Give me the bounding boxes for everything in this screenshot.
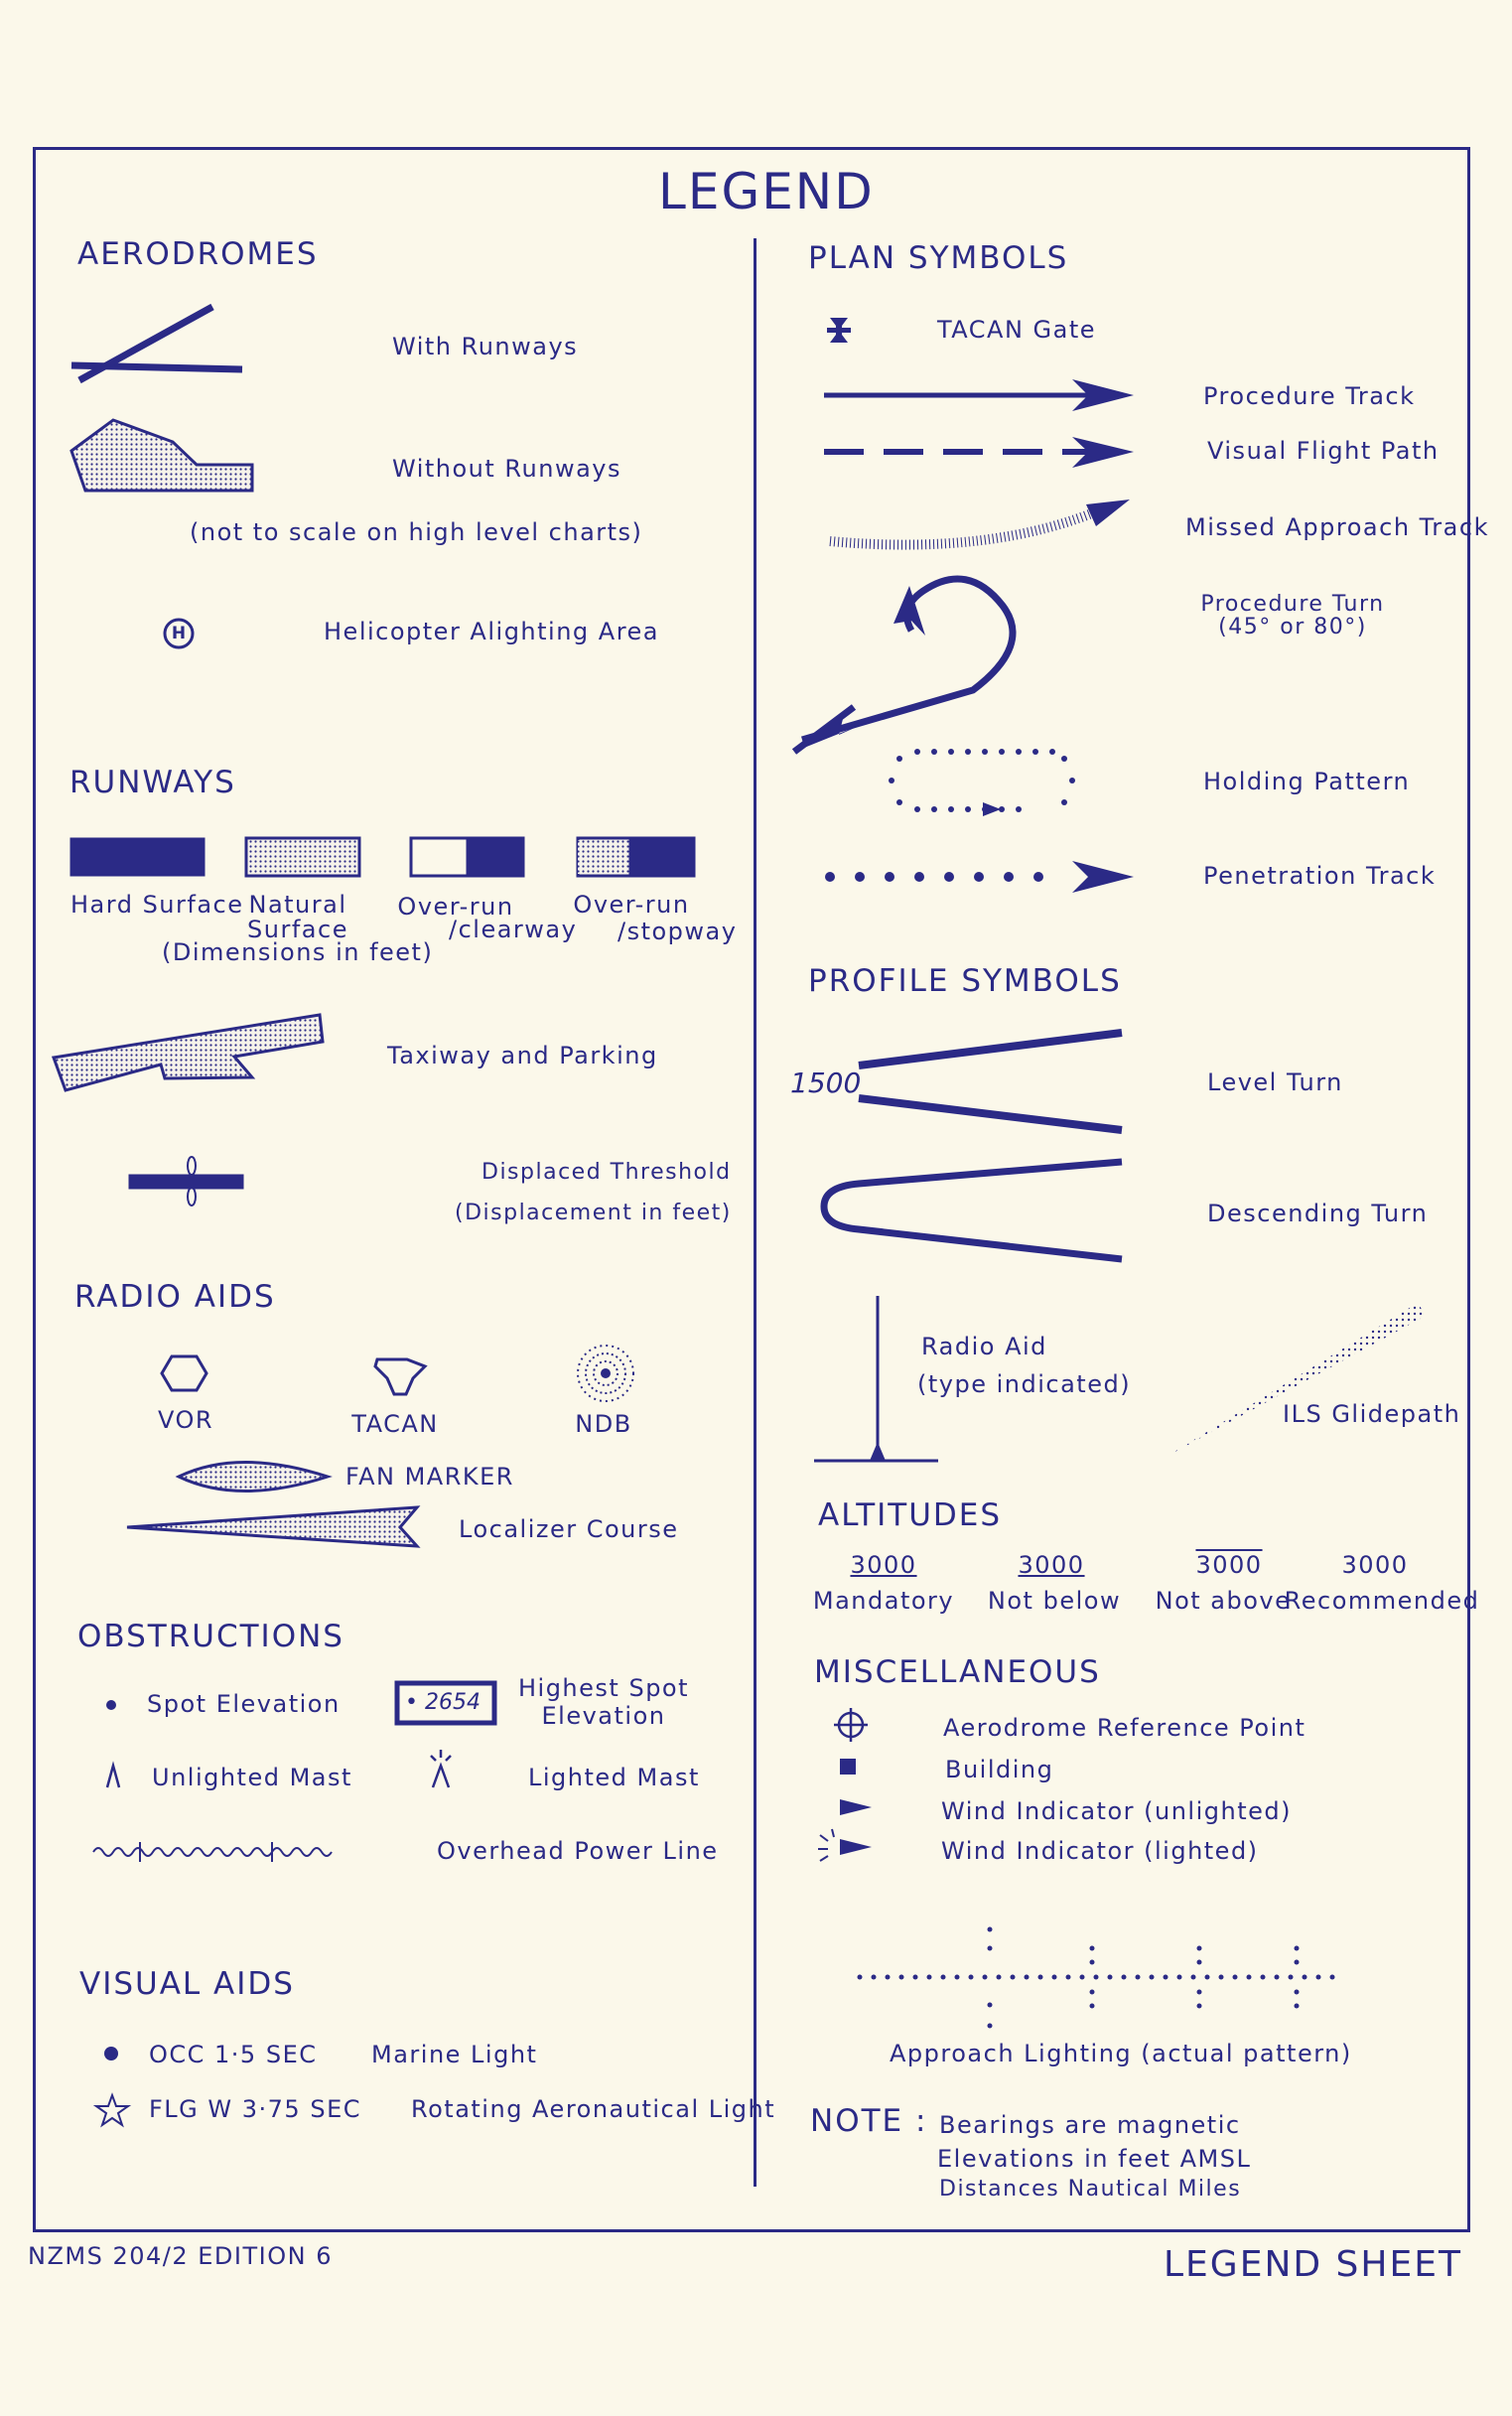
natural-label-1: Natural <box>248 891 347 919</box>
approach-light-dot <box>1197 1946 1202 1951</box>
runway-cross-symbol <box>71 307 242 380</box>
fan-marker-symbol <box>179 1463 328 1492</box>
holding-dot <box>914 749 920 755</box>
approach-light-dot <box>872 1975 877 1980</box>
spot-dot <box>106 1700 116 1710</box>
holding-pattern-symbol <box>889 749 1075 816</box>
hard-surface-label: Hard Surface <box>70 891 244 919</box>
descending-turn-symbol <box>824 1162 1122 1259</box>
approach-light-dot <box>1316 1975 1321 1980</box>
displaced-label: Displaced Threshold <box>481 1160 732 1185</box>
runways-heading: RUNWAYS <box>69 765 236 800</box>
localizer-label: Localizer Course <box>459 1515 679 1543</box>
dimensions-note: (Dimensions in feet) <box>162 938 434 966</box>
miscellaneous-heading: MISCELLANEOUS <box>814 1654 1101 1690</box>
wind-unlit-label: Wind Indicator (unlighted) <box>941 1797 1292 1825</box>
radio-aid-label-1: Radio Aid <box>921 1333 1047 1360</box>
approach-light-dot <box>997 1975 1002 1980</box>
taxiway-label: Taxiway and Parking <box>387 1042 658 1069</box>
approach-light-dot <box>1122 1975 1127 1980</box>
marine-light-dot <box>104 2047 118 2061</box>
missed-approach-label: Missed Approach Track <box>1185 513 1489 541</box>
approach-light-dot <box>988 2024 993 2029</box>
level-turn-symbol <box>859 1033 1122 1130</box>
approach-light-dot <box>1197 1960 1202 1965</box>
level-turn-altitude: 1500 <box>790 1066 862 1099</box>
approach-light-dot <box>1205 1975 1210 1980</box>
tacan-gate-symbol <box>827 318 851 343</box>
approach-light-dot <box>1150 1975 1155 1980</box>
visual-flight-path-symbol <box>824 437 1134 468</box>
penetration-dot <box>1033 872 1043 882</box>
approach-light-dot <box>988 1927 993 1932</box>
approach-light-dot <box>899 1975 904 1980</box>
arp-label: Aerodrome Reference Point <box>943 1714 1306 1742</box>
fan-marker-label: FAN MARKER <box>345 1463 514 1491</box>
lighted-mast-label: Lighted Mast <box>528 1764 700 1791</box>
visual-flight-path-label: Visual Flight Path <box>1207 437 1440 465</box>
altitude-recommended-value: 3000 <box>1341 1551 1409 1579</box>
procedure-track-label: Procedure Track <box>1203 382 1416 410</box>
procedure-turn-symbol <box>794 579 1013 752</box>
star-symbol <box>96 2095 128 2125</box>
approach-light-dot <box>1090 1946 1095 1951</box>
approach-light-dot <box>1197 1990 1202 1995</box>
approach-light-dot <box>969 1975 974 1980</box>
approach-light-dot <box>1066 1975 1071 1980</box>
visual-aids-heading: VISUAL AIDS <box>79 1966 295 2002</box>
approach-light-dot <box>1289 1975 1294 1980</box>
altitude-not-above-label: Not above <box>1155 1587 1292 1615</box>
holding-dot <box>1069 778 1075 783</box>
approach-light-dot <box>1052 1975 1057 1980</box>
footer-edition: NZMS 204/2 EDITION 6 <box>28 2242 333 2270</box>
stopway-label-1: Over-run <box>573 891 690 919</box>
approach-light-dot <box>1247 1975 1252 1980</box>
holding-pattern-label: Holding Pattern <box>1203 768 1411 795</box>
approach-light-dot <box>1295 1946 1300 1951</box>
tacan-label: TACAN <box>351 1410 439 1438</box>
tacan-gate-label: TACAN Gate <box>937 316 1097 344</box>
occ-label: OCC 1·5 SEC <box>149 2041 318 2068</box>
localizer-symbol <box>127 1507 417 1546</box>
approach-light-dot <box>1219 1975 1224 1980</box>
holding-dot <box>948 806 954 812</box>
clearway-symbol <box>411 838 523 876</box>
wind-lit-symbol <box>818 1829 872 1861</box>
approach-light-dot <box>1275 1975 1280 1980</box>
penetration-dot <box>974 872 984 882</box>
note-line-3: Distances Nautical Miles <box>939 2177 1242 2202</box>
penetration-track-symbol <box>825 861 1134 893</box>
approach-light-dot <box>1011 1975 1016 1980</box>
approach-light-dot <box>988 1946 993 1951</box>
approach-light-dot <box>1136 1975 1141 1980</box>
holding-dot <box>1049 749 1055 755</box>
displaced-threshold-symbol <box>129 1157 243 1206</box>
wind-unlit-symbol <box>840 1799 872 1815</box>
helicopter-label: Helicopter Alighting Area <box>324 618 660 645</box>
penetration-dot <box>825 872 835 882</box>
approach-light-dot <box>1261 1975 1266 1980</box>
ndb-label: NDB <box>575 1410 632 1438</box>
unlighted-mast-symbol <box>107 1766 119 1787</box>
holding-dot <box>1016 749 1022 755</box>
holding-dot <box>948 749 954 755</box>
approach-light-dot <box>941 1975 946 1980</box>
unlighted-mast-label: Unlighted Mast <box>152 1764 352 1791</box>
without-runways-label: Without Runways <box>392 455 621 483</box>
helicopter-h: H <box>171 624 187 643</box>
building-symbol <box>840 1759 856 1775</box>
holding-dot <box>1061 799 1067 805</box>
building-label: Building <box>945 1756 1054 1783</box>
taxiway-symbol <box>54 1015 323 1090</box>
profile-symbols-heading: PROFILE SYMBOLS <box>808 963 1122 999</box>
approach-light-dot <box>1177 1975 1182 1980</box>
holding-dot <box>1016 806 1022 812</box>
holding-dot <box>999 749 1005 755</box>
penetration-dot <box>944 872 954 882</box>
aerodrome-area-symbol <box>71 420 252 491</box>
altitude-mandatory-value: 3000 <box>850 1551 917 1579</box>
approach-lighting-symbol <box>858 1927 1335 2029</box>
radio-aids-heading: RADIO AIDS <box>74 1279 276 1315</box>
approach-light-dot <box>858 1975 863 1980</box>
approach-light-dot <box>1330 1975 1335 1980</box>
power-line-label: Overhead Power Line <box>437 1837 719 1865</box>
approach-light-dot <box>1295 1990 1300 1995</box>
penetration-dot <box>885 872 894 882</box>
approach-light-dot <box>1080 1975 1085 1980</box>
flg-label: FLG W 3·75 SEC <box>149 2095 361 2123</box>
penetration-track-label: Penetration Track <box>1203 862 1437 890</box>
plan-symbols-heading: PLAN SYMBOLS <box>808 240 1069 276</box>
holding-dot <box>965 749 971 755</box>
clearway-label-2: /clearway <box>449 916 578 943</box>
highest-spot-label-1: Highest Spot <box>517 1674 690 1702</box>
approach-light-dot <box>988 2003 993 2008</box>
arp-symbol <box>834 1708 868 1742</box>
approach-light-dot <box>1303 1975 1307 1980</box>
approach-light-dot <box>886 1975 891 1980</box>
holding-dot <box>931 749 937 755</box>
procedure-turn-degrees: (45° or 80°) <box>1218 615 1367 640</box>
lighted-mast-symbol <box>431 1750 451 1787</box>
holding-dot <box>982 749 988 755</box>
approach-light-dot <box>1108 1975 1113 1980</box>
power-line-symbol <box>93 1848 332 1856</box>
approach-light-dot <box>1090 1990 1095 1995</box>
approach-light-dot <box>1164 1975 1168 1980</box>
scale-note: (not to scale on high level charts) <box>190 518 643 546</box>
approach-light-dot <box>1233 1975 1238 1980</box>
obstructions-heading: OBSTRUCTIONS <box>77 1619 344 1654</box>
procedure-track-symbol <box>824 379 1134 411</box>
holding-dot <box>965 806 971 812</box>
holding-dot <box>1061 756 1067 762</box>
highest-spot-label-2: Elevation <box>541 1702 666 1730</box>
approach-light-dot <box>1090 1960 1095 1965</box>
approach-light-dot <box>927 1975 932 1980</box>
penetration-dot <box>1004 872 1014 882</box>
altitude-not-below-value: 3000 <box>1018 1551 1085 1579</box>
approach-light-dot <box>1090 2004 1095 2009</box>
natural-label-2: Surface <box>247 916 348 943</box>
holding-dot <box>896 799 902 805</box>
approach-light-dot <box>1197 2004 1202 2009</box>
marine-light-label: Marine Light <box>371 2041 538 2068</box>
wind-lit-label: Wind Indicator (lighted) <box>941 1837 1259 1865</box>
displacement-label: (Displacement in feet) <box>455 1201 732 1225</box>
radio-aid-label-2: (type indicated) <box>917 1370 1132 1398</box>
procedure-turn-label: Procedure Turn <box>1200 592 1385 617</box>
altitude-recommended-label: Recommended <box>1284 1587 1480 1615</box>
holding-dot <box>914 806 920 812</box>
holding-dot <box>1032 749 1038 755</box>
with-runways-label: With Runways <box>392 333 579 360</box>
approach-light-dot <box>913 1975 918 1980</box>
note-label: NOTE : <box>810 2103 928 2139</box>
approach-light-dot <box>1191 1975 1196 1980</box>
altitude-not-below-label: Not below <box>987 1587 1122 1615</box>
approach-light-dot <box>1295 1960 1300 1965</box>
spot-elevation-label: Spot Elevation <box>147 1690 341 1718</box>
tacan-symbol <box>375 1359 425 1394</box>
approach-lighting-label: Approach Lighting (actual pattern) <box>890 2040 1352 2067</box>
clearway-label-1: Over-run <box>397 893 514 921</box>
approach-light-dot <box>1295 2004 1300 2009</box>
approach-light-dot <box>983 1975 988 1980</box>
ils-glidepath-label: ILS Glidepath <box>1283 1400 1461 1428</box>
approach-light-dot <box>1025 1975 1030 1980</box>
holding-arrow <box>983 802 1001 816</box>
altitudes-heading: ALTITUDES <box>818 1497 1003 1533</box>
penetration-dot <box>855 872 865 882</box>
stopway-symbol <box>578 838 694 876</box>
holding-dot <box>931 806 937 812</box>
holding-dot <box>896 756 902 762</box>
aerodromes-heading: AERODROMES <box>77 236 319 272</box>
missed-approach-symbol <box>830 499 1130 545</box>
rotating-light-label: Rotating Aeronautical Light <box>411 2095 776 2123</box>
vor-label: VOR <box>157 1406 214 1434</box>
ndb-symbol <box>578 1346 633 1401</box>
natural-surface-symbol <box>246 838 359 876</box>
note-line-1: Bearings are magnetic <box>939 2111 1241 2139</box>
ils-glidepath-symbol <box>1169 1303 1426 1455</box>
vor-symbol <box>162 1356 206 1390</box>
approach-light-dot <box>1038 1975 1043 1980</box>
altitude-mandatory-label: Mandatory <box>812 1587 955 1615</box>
hard-surface-symbol <box>70 838 205 876</box>
level-turn-label: Level Turn <box>1207 1068 1343 1096</box>
approach-light-dot <box>1094 1975 1099 1980</box>
penetration-dot <box>914 872 924 882</box>
descending-turn-label: Descending Turn <box>1207 1200 1429 1227</box>
legend-title: LEGEND <box>658 163 875 220</box>
approach-light-dot <box>955 1975 960 1980</box>
altitude-not-above-value: 3000 <box>1195 1551 1263 1579</box>
spot-box-value: • 2654 <box>405 1690 481 1715</box>
footer-sheet-title: LEGEND SHEET <box>1164 2244 1462 2285</box>
stopway-label-2: /stopway <box>618 918 738 945</box>
holding-dot <box>889 778 894 783</box>
note-line-2: Elevations in feet AMSL <box>937 2145 1252 2173</box>
